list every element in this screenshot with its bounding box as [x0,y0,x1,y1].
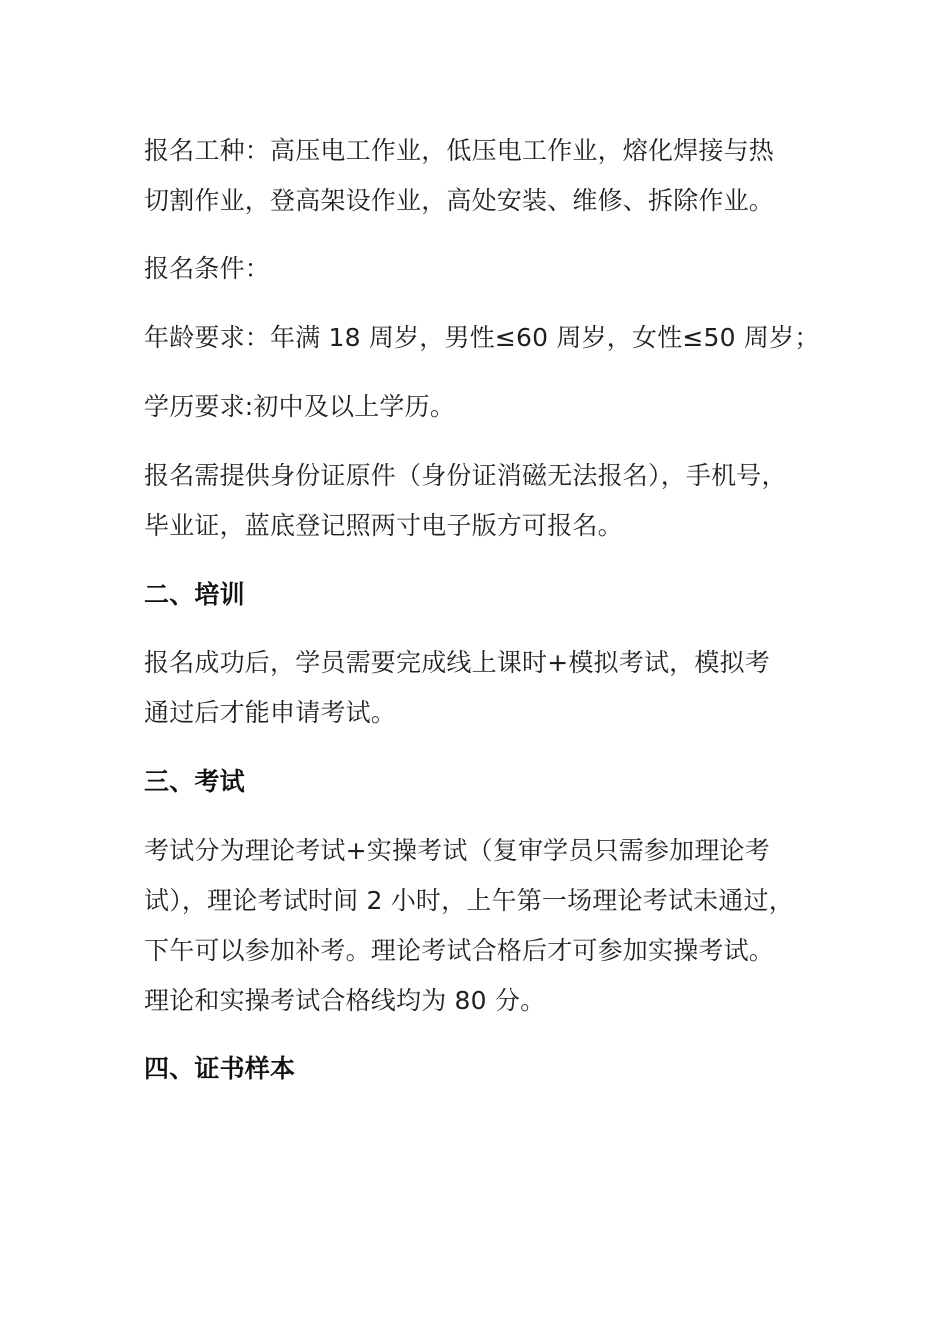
required-documents-line-1: 报名需提供身份证原件（身份证消磁无法报名），手机号， [144,461,787,490]
education-requirement: 学历要求:初中及以上学历。 [144,392,456,421]
section-heading-exam: 三、考试 [144,767,245,796]
exam-paragraph-line-2: 试），理论考试时间 2 小时，上午第一场理论考试未通过， [144,886,794,915]
section-heading-certificate-sample: 四、证书样本 [144,1054,296,1083]
registration-conditions-label: 报名条件： [144,254,271,283]
exam-paragraph-line-1: 考试分为理论考试+实操考试（复审学员只需参加理论考 [144,836,770,865]
required-documents-line-2: 毕业证，蓝底登记照两寸电子版方可报名。 [144,511,623,540]
training-paragraph-line-2: 通过后才能申请考试。 [144,698,397,727]
section-heading-training: 二、培训 [144,580,245,609]
age-requirement: 年龄要求：年满 18 周岁，男性≤60 周岁，女性≤50 周岁； [144,323,820,352]
registration-types-line-1: 报名工种：高压电工作业，低压电工作业，熔化焊接与热 [144,136,775,165]
training-paragraph-line-1: 报名成功后，学员需要完成线上课时+模拟考试，模拟考 [144,648,770,677]
exam-paragraph-line-4: 理论和实操考试合格线均为 80 分。 [144,986,546,1015]
registration-types-line-2: 切割作业，登高架设作业，高处安装、维修、拆除作业。 [144,186,775,215]
exam-paragraph-line-3: 下午可以参加补考。理论考试合格后才可参加实操考试。 [144,936,775,965]
